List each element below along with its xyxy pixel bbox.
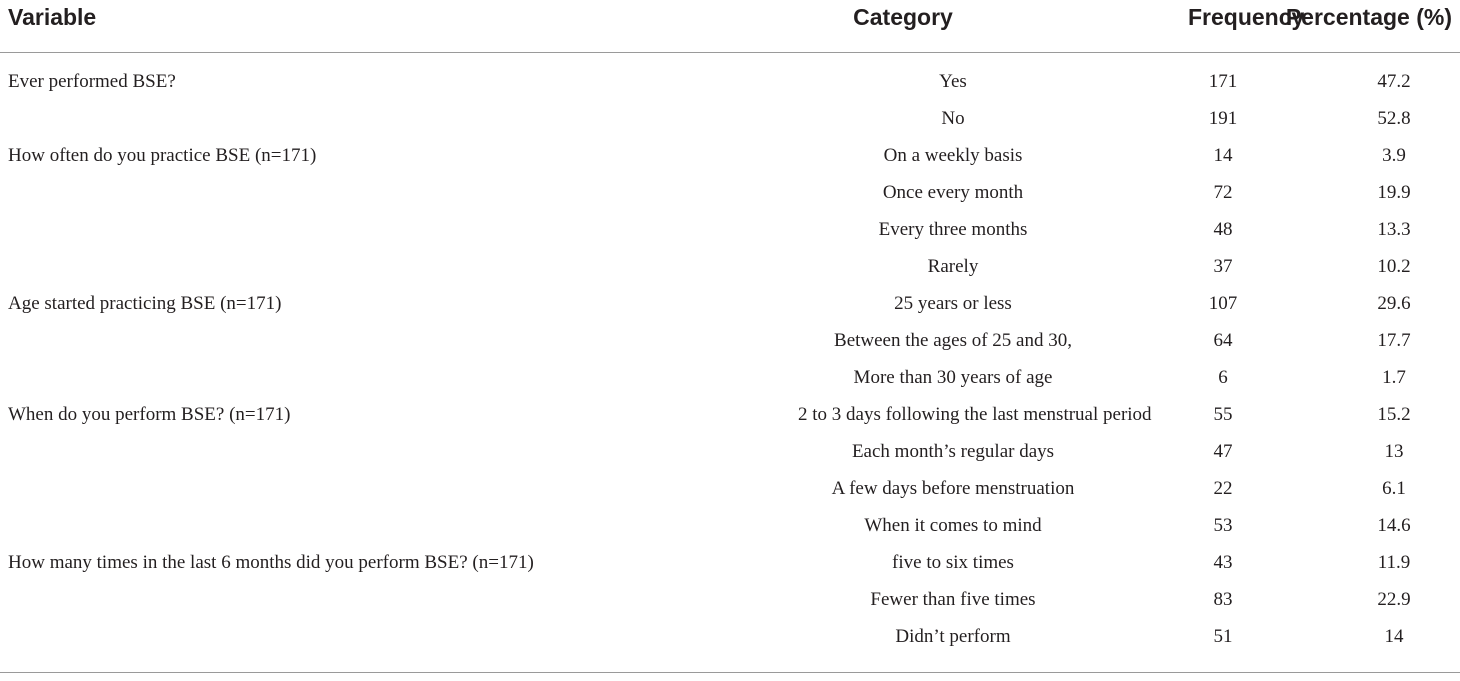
cell-percentage: 13.3 bbox=[1377, 218, 1411, 240]
cell-frequency: 83 bbox=[1213, 588, 1233, 610]
cell-frequency: 171 bbox=[1208, 70, 1238, 92]
cell-percentage: 10.2 bbox=[1377, 255, 1411, 277]
cell-frequency: 6 bbox=[1218, 366, 1228, 388]
cell-category: When it comes to mind bbox=[864, 514, 1042, 536]
cell-variable bbox=[0, 581, 598, 618]
table-body bbox=[0, 52, 1460, 655]
cell-percentage: 47.2 bbox=[1377, 70, 1411, 92]
cell-percentage: 6.1 bbox=[1382, 477, 1406, 499]
cell-category: Fewer than five times bbox=[870, 588, 1036, 610]
cell-category: Each month’s regular days bbox=[851, 440, 1055, 462]
cell-category: 25 years or less bbox=[894, 292, 1012, 314]
cell-variable bbox=[0, 174, 598, 211]
cell-percentage: 14 bbox=[1384, 625, 1404, 647]
header-row bbox=[0, 0, 1460, 52]
table-row bbox=[0, 618, 1460, 655]
cell-category: Between the ages of 25 and 30, bbox=[834, 329, 1072, 351]
cell-category: Didn’t perform bbox=[895, 625, 1011, 647]
cell-frequency: 37 bbox=[1213, 255, 1233, 277]
cell-percentage: 17.7 bbox=[1377, 329, 1411, 351]
cell-frequency: 64 bbox=[1213, 329, 1233, 351]
header-category: Category bbox=[598, 0, 1108, 52]
cell-category: 2 to 3 days following the last menstrual period bbox=[798, 403, 1152, 425]
cell-category: Once every month bbox=[882, 181, 1024, 203]
table-row bbox=[0, 322, 1460, 359]
cell-category: No bbox=[941, 107, 965, 129]
cell-frequency: 72 bbox=[1213, 181, 1233, 203]
cell-variable: How often do you practice BSE (n=171) bbox=[8, 144, 317, 166]
cell-frequency: 51 bbox=[1213, 625, 1233, 647]
cell-category: More than 30 years of age bbox=[853, 366, 1053, 388]
cell-percentage: 52.8 bbox=[1377, 107, 1411, 129]
table-row bbox=[0, 100, 1460, 137]
cell-frequency: 48 bbox=[1213, 218, 1233, 240]
header-percentage: Percentage (%) bbox=[1258, 0, 1460, 52]
cell-frequency: 43 bbox=[1213, 551, 1233, 573]
cell-category: Yes bbox=[939, 70, 967, 92]
table-row bbox=[0, 470, 1460, 507]
table-row bbox=[0, 359, 1460, 396]
cell-category: A few days before menstruation bbox=[831, 477, 1075, 499]
table-row bbox=[0, 52, 1460, 100]
table-row bbox=[0, 396, 1460, 433]
cell-frequency: 191 bbox=[1208, 107, 1238, 129]
cell-frequency: 14 bbox=[1213, 144, 1233, 166]
cell-percentage: 14.6 bbox=[1377, 514, 1411, 536]
table-row bbox=[0, 581, 1460, 618]
cell-variable bbox=[0, 248, 598, 285]
table-row bbox=[0, 507, 1460, 544]
cell-category: Every three months bbox=[878, 218, 1028, 240]
cell-variable: When do you perform BSE? (n=171) bbox=[8, 403, 291, 425]
cell-percentage: 13 bbox=[1384, 440, 1404, 462]
cell-variable bbox=[0, 618, 598, 655]
table-bottom-rule bbox=[0, 672, 1460, 673]
cell-variable bbox=[0, 211, 598, 248]
table-row bbox=[0, 211, 1460, 248]
cell-variable bbox=[0, 470, 598, 507]
cell-variable bbox=[0, 100, 598, 137]
cell-variable bbox=[0, 359, 598, 396]
table-row bbox=[0, 248, 1460, 285]
cell-variable: How many times in the last 6 months did you perform BSE? (n=171) bbox=[8, 551, 534, 573]
cell-percentage: 19.9 bbox=[1377, 181, 1411, 203]
header-variable: Variable bbox=[0, 0, 598, 52]
cell-variable: Ever performed BSE? bbox=[8, 70, 176, 92]
cell-frequency: 107 bbox=[1208, 292, 1238, 314]
table-row bbox=[0, 544, 1460, 581]
cell-frequency: 55 bbox=[1213, 403, 1233, 425]
table-row bbox=[0, 433, 1460, 470]
cell-percentage: 15.2 bbox=[1377, 403, 1411, 425]
cell-percentage: 22.9 bbox=[1377, 588, 1411, 610]
cell-variable: Age started practicing BSE (n=171) bbox=[8, 292, 282, 314]
cell-frequency: 53 bbox=[1213, 514, 1233, 536]
cell-variable bbox=[0, 507, 598, 544]
cell-variable bbox=[0, 322, 598, 359]
cell-frequency: 22 bbox=[1213, 477, 1233, 499]
table-row bbox=[0, 285, 1460, 322]
cell-percentage: 1.7 bbox=[1382, 366, 1406, 388]
cell-percentage: 29.6 bbox=[1377, 292, 1411, 314]
cell-category: five to six times bbox=[892, 551, 1014, 573]
table-header bbox=[0, 0, 1460, 52]
cell-percentage: 11.9 bbox=[1377, 551, 1411, 573]
cell-frequency: 47 bbox=[1213, 440, 1233, 462]
cell-category: On a weekly basis bbox=[883, 144, 1023, 166]
table-row bbox=[0, 137, 1460, 174]
header-frequency: Frequency bbox=[1108, 0, 1258, 52]
cell-percentage: 3.9 bbox=[1382, 144, 1406, 166]
cell-variable bbox=[0, 433, 598, 470]
cell-category: Rarely bbox=[927, 255, 979, 277]
table-row bbox=[0, 174, 1460, 211]
